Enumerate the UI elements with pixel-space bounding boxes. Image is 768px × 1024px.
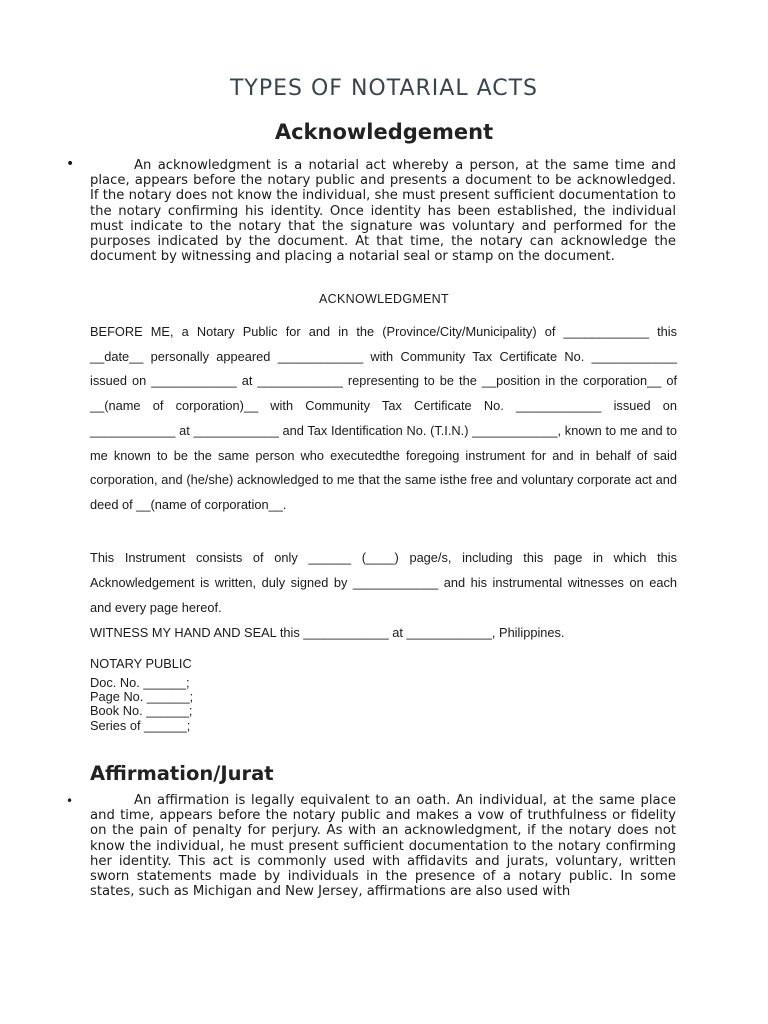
doc-no-field: Doc. No. ______; (90, 675, 190, 690)
witness-statement: WITNESS MY HAND AND SEAL this ____________ at ____________, Philippines. (90, 625, 565, 640)
bullet-icon: • (66, 156, 75, 172)
book-no-field: Book No. ______; (90, 703, 193, 719)
acknowledgement-paragraph: An acknowledgment is a notarial act whereby a person, at the same time and place, appears before the notary public and presents a document to be acknowledged. If the notary does not know the individual, she must present sufficient documentation to the notary confirming his identity. Once identity has been established, the individual must indicate to the notary that the signature was voluntary and performed for the purposes indicated by the document. At that time, the notary can acknowledge the document by witnessing and placing a notarial seal or stamp on the document. (90, 158, 676, 265)
notary-public-label: NOTARY PUBLIC (90, 656, 192, 671)
section-heading-affirmation-jurat: Affirmation/Jurat (90, 762, 274, 785)
doc-fields-list (90, 676, 193, 733)
bullet-icon: • (66, 794, 74, 808)
page-no-field: Page No. ______; (90, 689, 194, 705)
acknowledgment-form-body: BEFORE ME, a Notary Public for and in the (Province/City/Municipality) of ____________ this __date__ personally appeared ____________ with Community Tax Certificate No. ____________ issued on ____________ at ____________ representing to be the __position in the corporation__ of __(name of corporation)__ with Community Tax Certificate No. ____________ issued on ____________ at ____________ and Tax Identification No. (T.I.N.) ____________, known to me and to me known to be the same person who executedthe foregoing instrument for and in behalf of said corporation, and (he/she) acknowledged to me that the same isthe free and voluntary corporate act and deed of __(name of corporation__. (90, 324, 677, 512)
section-heading-acknowledgement: Acknowledgement (274, 120, 494, 144)
affirmation-paragraph: An affirmation is legally equivalent to an oath. An individual, at the same place and time, appears before the notary public and makes a vow of truthfulness or fidelity on the pain of penalty for perjury. As with an acknowledgment, if the notary does not know the individual, he must present sufficient documentation to the notary confirming her identity. This act is commonly used with affidavits and jurats, voluntary, written sworn statements made by individuals in the presence of a notary public. In some states, such as Michigan and New Jersey, affirmations are also used with (90, 793, 676, 900)
series-field: Series of ______; (90, 717, 191, 733)
instrument-statement: This Instrument consists of only ______ (____) page/s, including this page in which this Acknowledgement is written, duly signed by ____________ and his instrumental witnesses on each and every page hereof. (90, 550, 677, 615)
acknowledgment-form-heading: ACKNOWLEDGMENT (319, 292, 449, 306)
document-title: TYPES OF NOTARIAL ACTS (229, 76, 539, 101)
